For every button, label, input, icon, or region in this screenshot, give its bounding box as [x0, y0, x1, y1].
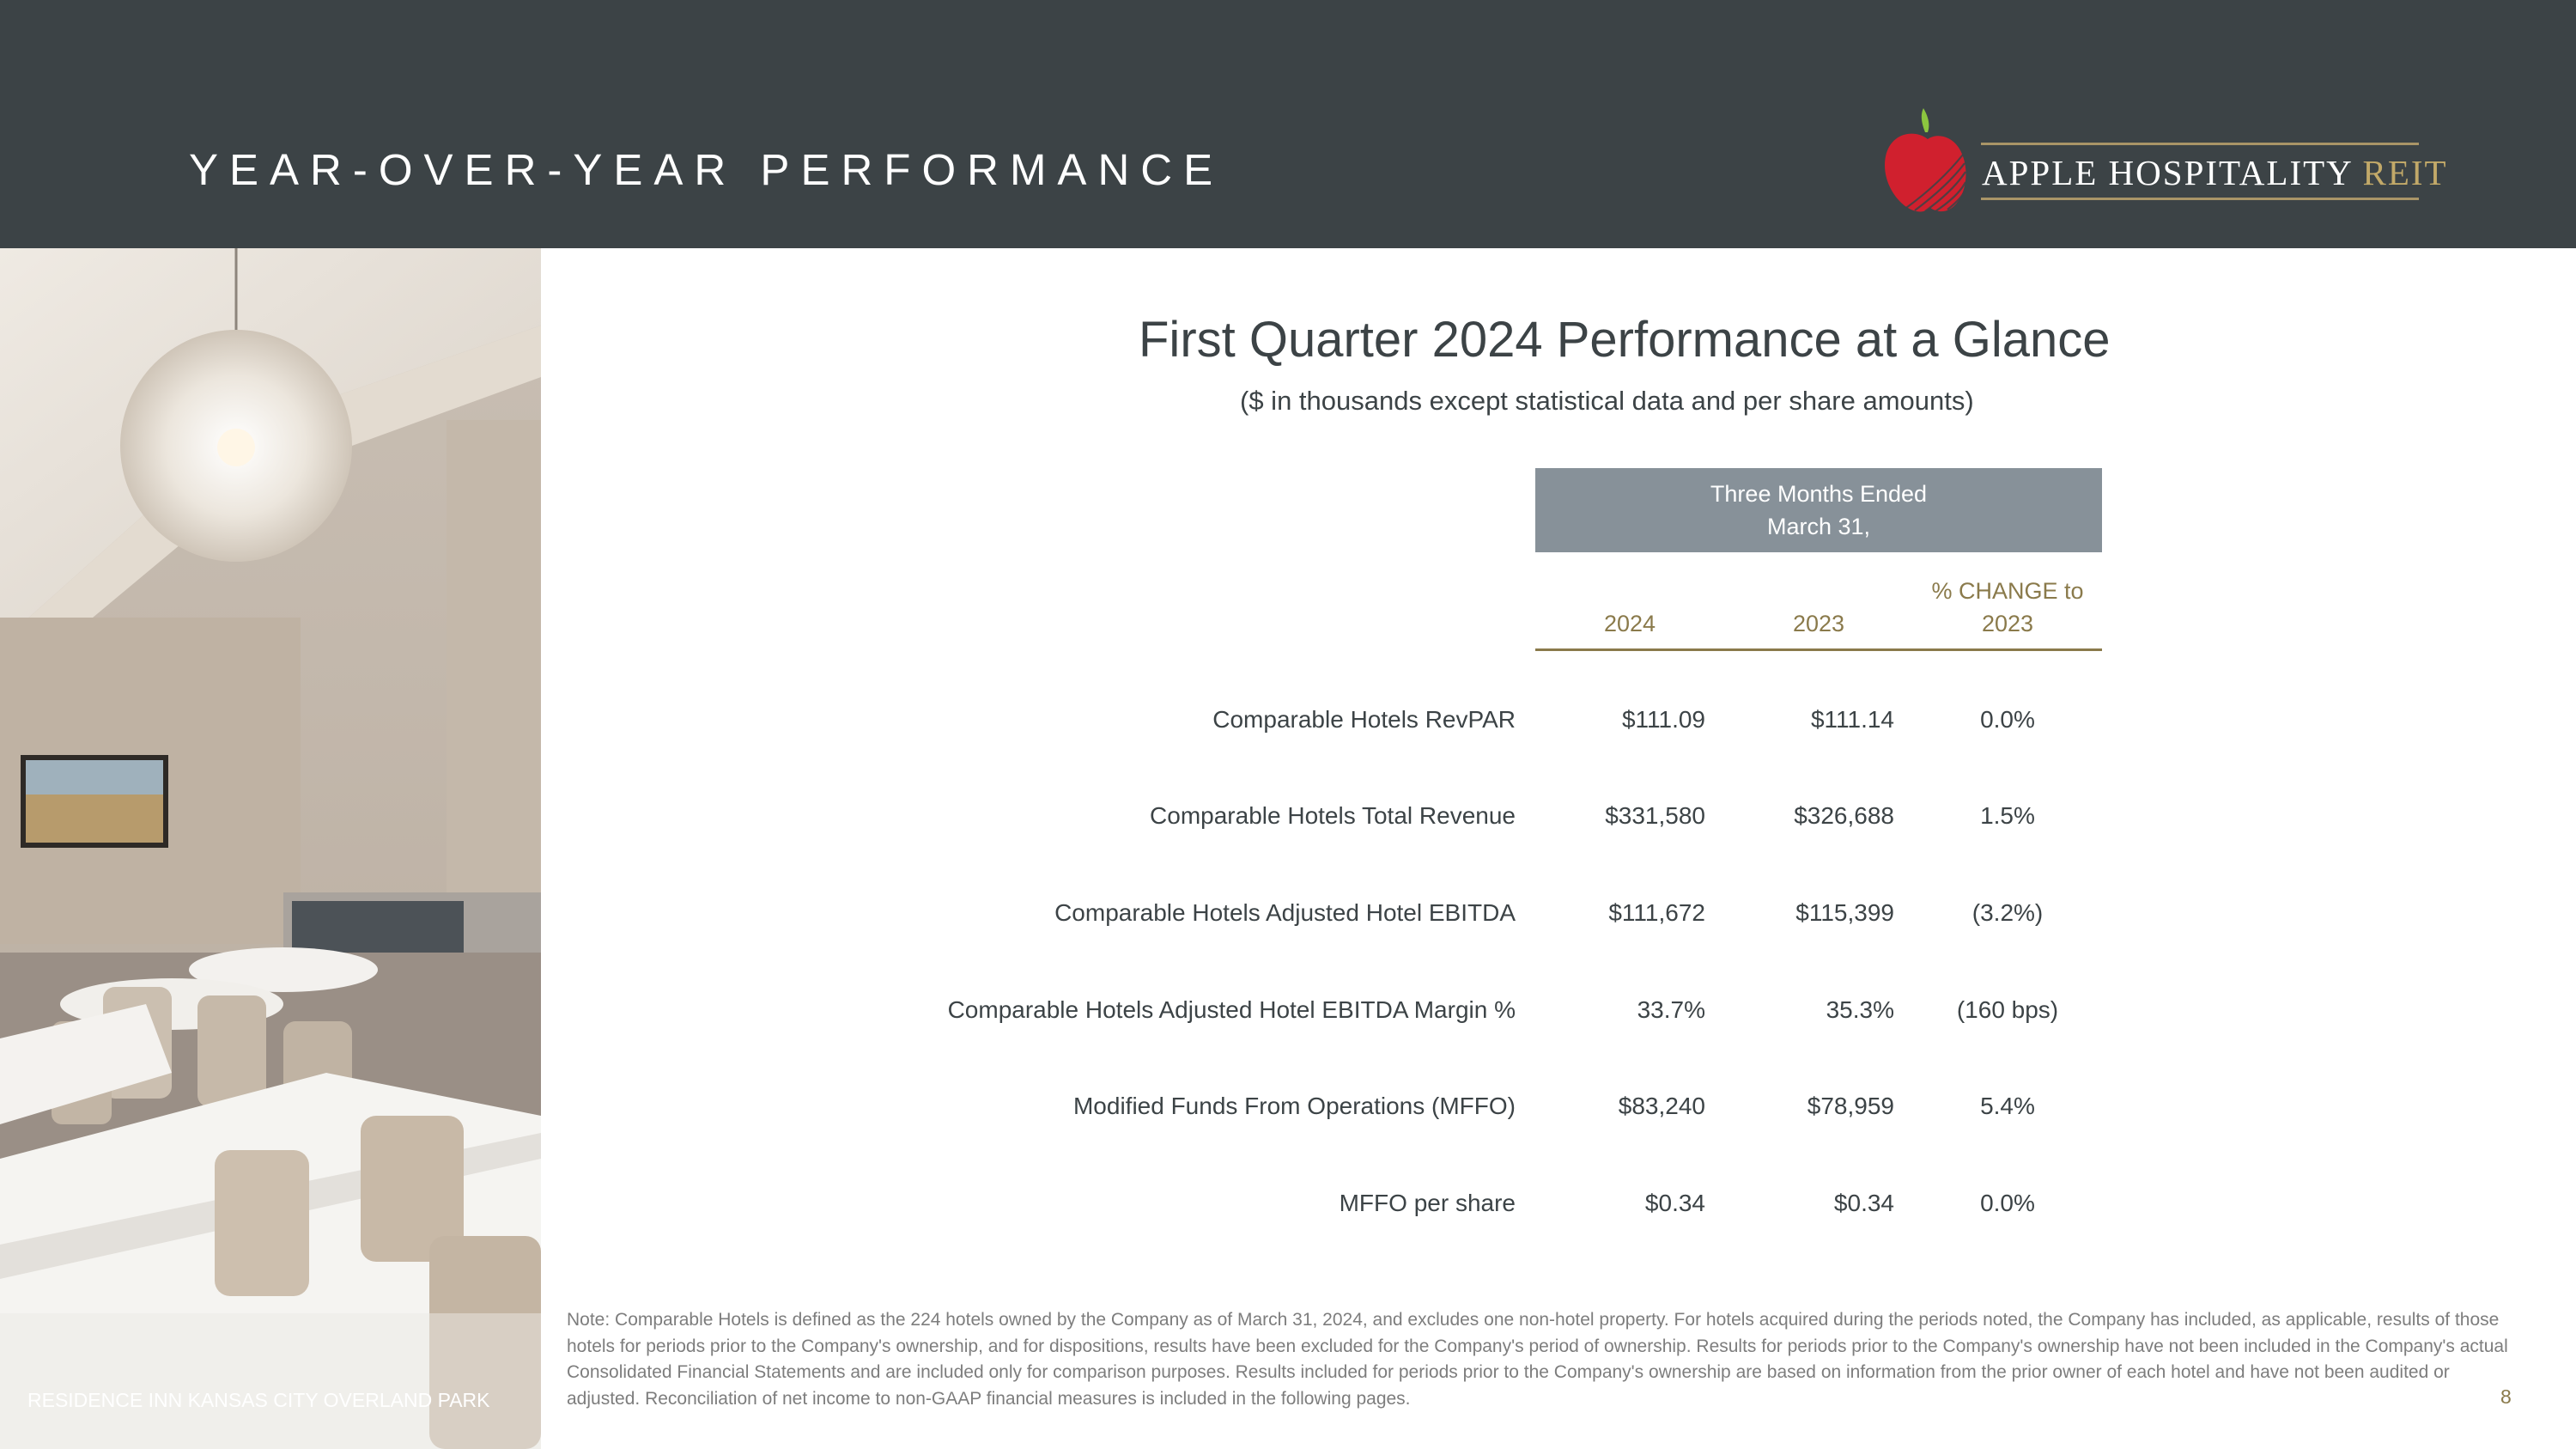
hotel-photo — [0, 248, 541, 1449]
footnote: Note: Comparable Hotels is defined as the 224 hotels owned by the Company as of March 31, 2024, and excludes one non-hotel property. For hotels acquired during the periods noted, the Company has included, as applicable, results of those hotels for periods prior to the Company's ownership, and for dispositions, results have been excluded for the Company's period of ownership. Results for periods prior to the Company's ownership have not been included in the Company's actual Consolidated Financial Statements and are included only for comparison purposes. Results included for periods prior to the Company's ownership are based on information from the prior owner of each hotel and have not been audited or adjusted. Reconciliation of net income to non-GAAP financial measures is included in the following pages. — [567, 1310, 2508, 1409]
column-header-2024: 2024 — [1603, 611, 1656, 636]
value-2024: $0.34 — [1644, 1190, 1705, 1216]
logo-rule-top — [1981, 143, 2419, 145]
logo-rule-bottom — [1981, 198, 2419, 200]
period-header-line2: March 31, — [1766, 514, 1871, 539]
value-2023: $111.14 — [1810, 706, 1894, 733]
row-label: Comparable Hotels Adjusted Hotel EBITDA — [1054, 899, 1516, 926]
value-2024: 33.7% — [1637, 996, 1705, 1023]
column-header-2023: 2023 — [1792, 611, 1845, 636]
column-header-change-line2: 2023 — [1981, 611, 2034, 636]
value-2023: 35.3% — [1826, 996, 1894, 1023]
column-header-change — [1922, 575, 2093, 640]
value-change: 0.0% — [1980, 1190, 2035, 1216]
value-2024: $111,672 — [1608, 899, 1705, 926]
row-label: Comparable Hotels Total Revenue — [1150, 802, 1516, 829]
period-header-line1: Three Months Ended — [1710, 481, 1928, 507]
page-title: YEAR-OVER-YEAR PERFORMANCE — [189, 145, 1224, 194]
logo-wordmark — [1982, 152, 2448, 193]
row-label: Comparable Hotels RevPAR — [1212, 706, 1516, 733]
value-2023: $115,399 — [1795, 899, 1894, 926]
period-header — [1535, 468, 2102, 552]
value-2024: $331,580 — [1605, 802, 1705, 829]
value-2023: $326,688 — [1794, 802, 1894, 829]
slide-subheading: ($ in thousands except statistical data and per share amounts) — [1240, 386, 1974, 416]
column-header-change-line1: % CHANGE to — [1931, 578, 2084, 604]
header-rule — [1535, 648, 2102, 651]
value-2023: $0.34 — [1833, 1190, 1894, 1216]
value-2023: $78,959 — [1807, 1093, 1894, 1119]
value-change: 0.0% — [1980, 706, 2035, 733]
value-2024: $111.09 — [1621, 706, 1705, 733]
value-change: (160 bps) — [1956, 996, 2059, 1023]
value-change: 1.5% — [1980, 802, 2035, 829]
apple-logo-icon — [1880, 107, 1975, 214]
company-logo — [1880, 107, 2448, 214]
row-label: Comparable Hotels Adjusted Hotel EBITDA Margin % — [947, 996, 1516, 1023]
photo-caption: RESIDENCE INN KANSAS CITY OVERLAND PARK — [27, 1389, 490, 1411]
row-label: Modified Funds From Operations (MFFO) — [1072, 1093, 1516, 1119]
logo-wordmark-main: APPLE HOSPITALITY — [1982, 153, 2353, 192]
row-label: MFFO per share — [1339, 1190, 1516, 1216]
slide-heading: First Quarter 2024 Performance at a Glance — [1139, 312, 2111, 368]
logo-wordmark-accent: REIT — [2362, 153, 2448, 192]
value-change: (3.2%) — [1971, 899, 2044, 926]
hotel-interior-image — [0, 248, 541, 1449]
value-change: 5.4% — [1980, 1093, 2035, 1119]
value-2024: $83,240 — [1618, 1093, 1705, 1119]
header-band — [0, 0, 2576, 248]
page-number: 8 — [2500, 1385, 2512, 1408]
